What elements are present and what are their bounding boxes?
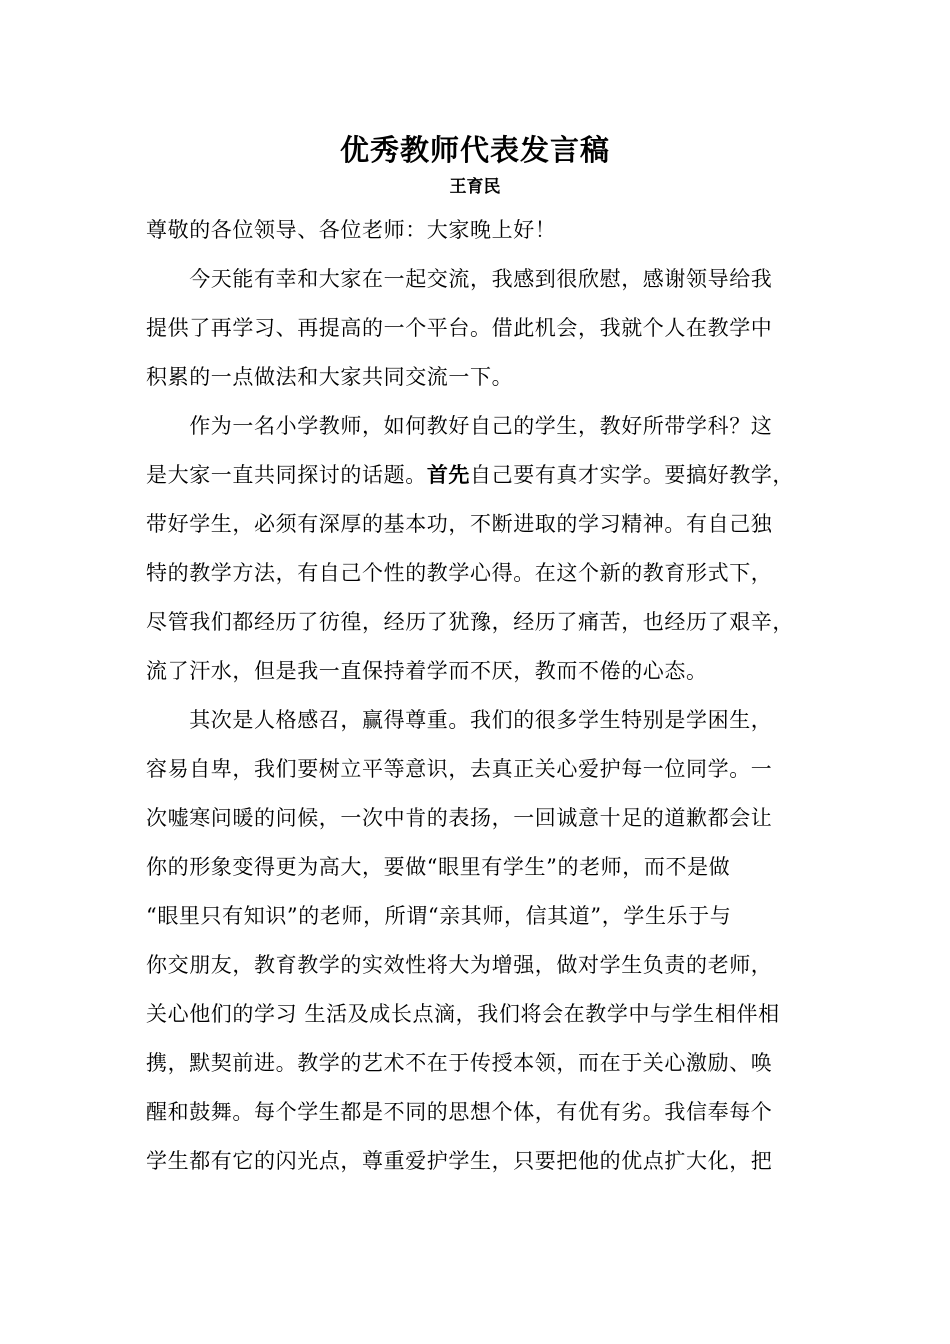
emphasis-word: 首先 xyxy=(426,463,471,487)
text-line: 特的教学方法，有自己个性的教学心得。在这个新的教育形式下， xyxy=(146,561,773,585)
text-line: 今天能有幸和大家在一起交流，我感到很欣慰，感谢领导给我 xyxy=(146,267,773,291)
text-line: 作为一名小学教师，如何教好自己的学生，教好所带学科？这 xyxy=(146,414,773,438)
greeting-line: 尊敬的各位领导、各位老师：大家晚上好！ xyxy=(146,218,557,242)
text-line: 关心他们的学习 生活及成长点滴，我们将会在教学中与学生相伴相 xyxy=(146,1002,780,1026)
text-line: 积累的一点做法和大家共同交流一下。 xyxy=(146,365,514,389)
text-line: 次嘘寒问暖的问候，一次中肯的表扬，一回诚意十足的道歉都会让 xyxy=(146,806,773,830)
text-segment: 自己要有真才实学。要搞好教学， xyxy=(470,463,795,487)
text-segment: 是大家一直共同探讨的话题。 xyxy=(146,463,427,487)
text-line: 学生都有它的闪光点，尊重爱护学生，只要把他的优点扩大化，把 xyxy=(146,1149,773,1173)
text-line: “眼里只有知识”的老师，所谓“亲其师，信其道”，学生乐于与 xyxy=(146,904,732,928)
text-line: 醒和鼓舞。每个学生都是不同的思想个体，有优有劣。我信奉每个 xyxy=(146,1100,773,1124)
text-line: 容易自卑，我们要树立平等意识，去真正关心爱护每一位同学。一 xyxy=(146,757,773,781)
text-line: 流了汗水，但是我一直保持着学而不厌，教而不倦的心态。 xyxy=(146,659,708,683)
text-line: 其次是人格感召，赢得尊重。我们的很多学生特别是学困生， xyxy=(146,708,773,732)
text-line-with-emphasis xyxy=(146,451,826,500)
document-title: 优秀教师代表发言稿 xyxy=(339,133,610,167)
paragraph-2 xyxy=(146,402,826,696)
text-line: 尽管我们都经历了彷徨，经历了犹豫，经历了痛苦，也经历了艰辛， xyxy=(146,610,794,634)
text-line: 你的形象变得更为高大，要做“眼里有学生”的老师，而不是做 xyxy=(146,855,731,879)
text-line: 提供了再学习、再提高的一个平台。借此机会，我就个人在教学中 xyxy=(146,316,773,340)
text-line: 你交朋友，教育教学的实效性将大为增强，做对学生负责的老师， xyxy=(146,953,773,977)
paragraph-1 xyxy=(146,255,826,402)
document-body xyxy=(146,206,826,1186)
document-author: 王育民 xyxy=(449,177,501,197)
paragraph-3 xyxy=(146,696,826,1186)
text-line: 携，默契前进。教学的艺术不在于传授本领，而在于关心激励、唤 xyxy=(146,1051,773,1075)
text-line: 带好学生，必须有深厚的基本功，不断进取的学习精神。有自己独 xyxy=(146,512,773,536)
